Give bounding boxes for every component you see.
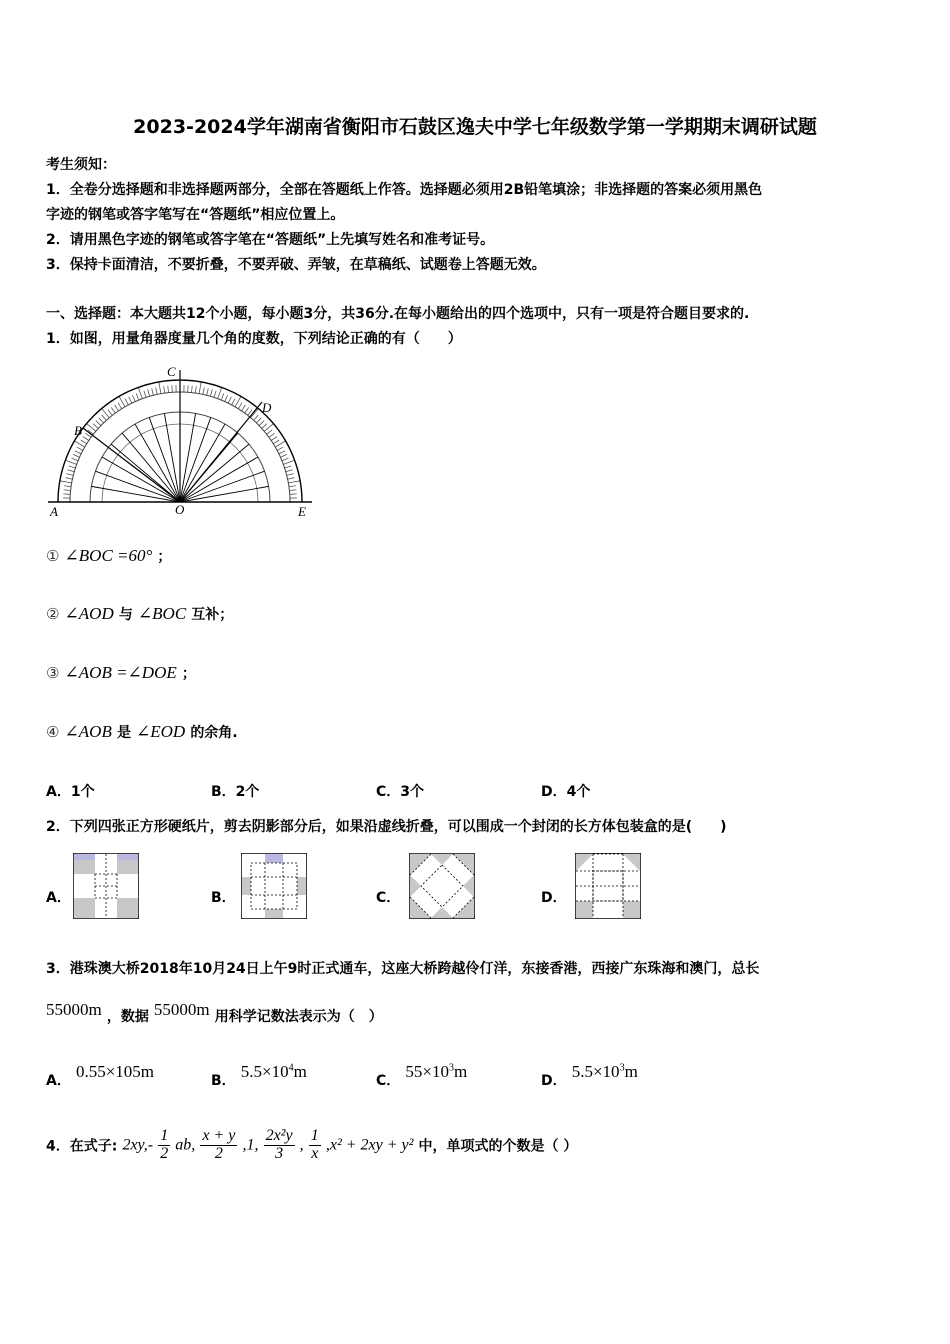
protractor-tick: [285, 466, 292, 468]
protractor-tick: [191, 386, 192, 393]
q3-option-c-unit: m: [453, 1062, 468, 1081]
statement-1-tail: ；: [157, 549, 172, 565]
protractor-tick: [221, 394, 224, 400]
q3-option-d-base: 5.5×10: [571, 1062, 620, 1081]
protractor-tick: [283, 460, 294, 464]
q2-option-c-net: [409, 853, 475, 919]
q3-mid: ，数据: [106, 1009, 149, 1025]
protractor-tick: [277, 447, 283, 450]
statement-2-tail: 互补；: [191, 607, 234, 623]
q4-fraction-4-num: 1: [310, 1127, 319, 1144]
protractor-tick: [254, 415, 259, 420]
protractor-tick: [72, 458, 78, 461]
protractor-tick: [118, 403, 122, 409]
statement-3-tail: ；: [181, 666, 196, 682]
q4-fraction-2-den: 2: [214, 1144, 223, 1162]
protractor-tick: [242, 405, 246, 411]
protractor-tick: [207, 388, 209, 395]
protractor-tick: [159, 382, 161, 394]
protractor-tick: [83, 437, 89, 441]
protractor-tick: [156, 388, 157, 395]
protractor-tick: [210, 390, 212, 397]
statement-4: [46, 722, 238, 742]
protractor-tick: [238, 403, 242, 409]
q4-term-4: ,: [299, 1136, 304, 1154]
q4-term-1: 2xy,-: [122, 1136, 154, 1154]
notice-item-1b: 字迹的钢笔或答字笔写在“答题纸”相应位置上。: [46, 207, 345, 223]
statement-1-mark: ①: [46, 547, 60, 565]
protractor-tick: [96, 421, 101, 426]
q4-fraction-1: [158, 1128, 170, 1163]
protractor-tick: [132, 395, 135, 401]
statement-2-mark: ②: [46, 605, 60, 623]
q3-option-a-label: A．: [46, 1073, 71, 1089]
protractor-tick: [282, 458, 288, 461]
q3-option-c-base: 55×10: [405, 1062, 449, 1081]
q3-value-1: 55000m: [46, 1000, 102, 1019]
q3-option-c-exp: 3: [448, 1062, 454, 1074]
statement-3-expr: ∠AOB =∠DOE: [64, 663, 177, 682]
q4-term-3: ,1,: [242, 1136, 259, 1154]
protractor-tick: [125, 399, 128, 405]
protractor-tick: [66, 474, 73, 476]
statement-2-expr-1: ∠AOD: [64, 604, 114, 623]
protractor-tick: [289, 486, 296, 487]
section-heading: 一、选择题：本大题共12个小题，每小题3分，共36分.在每小题给出的四个选项中，只有一项是符合题目要求的.: [46, 306, 750, 322]
q4-fraction-3: [264, 1128, 295, 1163]
q4-tail: 中，单项式的个数是（ ）: [418, 1138, 578, 1155]
q4-fraction-3-den: 3: [275, 1144, 284, 1162]
protractor-tick: [68, 470, 75, 472]
protractor-tick: [136, 394, 139, 400]
q3-option-a-value: 0.55×105m: [75, 1062, 154, 1081]
q2-option-d-net: [575, 853, 641, 919]
protractor-tick: [262, 424, 267, 429]
statement-2: [46, 604, 233, 624]
protractor-tick: [60, 481, 72, 483]
notice-item-2: 2．请用黑色字迹的钢笔或答字笔在“答题纸”上先填写姓名和准考证号。: [46, 232, 495, 248]
protractor-tick: [271, 437, 277, 441]
protractor-tick: [111, 407, 115, 413]
protractor-tick: [129, 397, 132, 403]
label-c: C: [167, 364, 176, 379]
protractor-tick: [225, 395, 228, 401]
statement-1-expr: ∠BOC =60°: [64, 546, 153, 565]
q3-option-b-exp: 4: [288, 1062, 294, 1074]
protractor-tick: [232, 399, 235, 405]
label-a: A: [50, 504, 58, 519]
q1-option-a: A．1个: [46, 784, 95, 800]
q4-term-2: ab,: [175, 1136, 196, 1154]
protractor-tick: [144, 391, 146, 398]
protractor-tick: [99, 418, 104, 423]
q4-fraction-3-num: 2x²y: [265, 1127, 293, 1144]
q4-fraction-1-den: 2: [160, 1144, 169, 1162]
q3-value-2: 55000m: [153, 1000, 210, 1019]
q1-option-d: D．4个: [541, 784, 591, 800]
q2-option-d-label: D．: [541, 890, 567, 906]
q3-option-d-exp: 3: [619, 1062, 625, 1074]
statement-4-tail: 的余角.: [190, 725, 238, 741]
statement-1: [46, 546, 171, 566]
protractor-tick: [164, 386, 165, 393]
q3-option-b: [211, 1062, 307, 1090]
q4-fraction-4: [309, 1128, 321, 1163]
q3-option-d: [541, 1062, 638, 1090]
protractor-tick: [64, 486, 71, 487]
q3-option-d-unit: m: [624, 1062, 638, 1081]
protractor-tick: [102, 415, 107, 420]
protractor-tick: [168, 386, 169, 393]
label-e: E: [298, 504, 306, 519]
statement-4-mid: 是: [116, 725, 131, 741]
statement-3: [46, 663, 196, 683]
protractor-tick: [245, 407, 249, 413]
protractor-tick: [287, 474, 294, 476]
protractor-tick: [66, 478, 73, 479]
q4-lead: 4．在式子:: [46, 1138, 118, 1155]
protractor-tick: [69, 466, 76, 468]
protractor-tick: [152, 388, 154, 395]
q2-option-b-net: [241, 853, 307, 919]
protractor-tick: [289, 490, 296, 491]
statement-2-mid: 与: [118, 607, 133, 623]
protractor-tick: [148, 390, 150, 397]
protractor-tick: [75, 451, 81, 454]
statement-3-mark: ③: [46, 664, 60, 682]
protractor-tick: [73, 454, 79, 457]
protractor-tick: [203, 388, 204, 395]
protractor-tick: [269, 433, 275, 437]
q4-fraction-2-num: x + y: [202, 1127, 236, 1144]
statement-4-mark: ④: [46, 723, 60, 741]
q3-option-b-label: B．: [211, 1073, 236, 1089]
q2-option-b-label: B．: [211, 890, 236, 906]
protractor-tick: [77, 447, 83, 450]
statement-4-expr-2: ∠EOD: [136, 722, 186, 741]
q4-term-5: ,x² + 2xy + y²: [325, 1136, 414, 1154]
protractor-tick: [273, 440, 279, 444]
protractor-tick: [267, 430, 273, 434]
protractor-tick: [256, 418, 261, 423]
q2-option-a-label: A．: [46, 890, 71, 906]
statement-4-expr-1: ∠AOB: [64, 722, 112, 741]
q3-option-c: [376, 1062, 468, 1090]
q3-option-d-label: D．: [541, 1073, 567, 1089]
protractor-tick: [280, 454, 286, 457]
protractor-tick: [199, 382, 201, 394]
protractor-tick: [138, 387, 142, 398]
q1-option-b: B．2个: [211, 784, 260, 800]
q3-option-b-base: 5.5×10: [240, 1062, 289, 1081]
notice-heading: 考生须知：: [46, 157, 116, 173]
q1-stem: 1．如图，用量角器度量几个角的度数，下列结论正确的有（ ）: [46, 331, 462, 347]
q3-tail: 用科学记数法表示为（ ）: [214, 1009, 383, 1025]
label-d: D: [262, 400, 272, 415]
protractor-tick: [286, 470, 293, 472]
protractor-tick: [288, 478, 295, 479]
protractor-tick: [64, 490, 71, 491]
notice-item-1a: 1．全卷分选择题和非选择题两部分，全部在答题纸上作答。选择题必须用2B铅笔填涂；非选择题的答案必须用黑色: [46, 182, 763, 198]
protractor-tick: [279, 451, 285, 454]
protractor-tick: [214, 391, 216, 398]
label-b: B: [74, 423, 82, 438]
protractor-tick: [65, 460, 76, 464]
notice-item-3: 3．保持卡面清洁，不要折叠，不要弄破、弄皱，在草稿纸、试题卷上答题无效。: [46, 257, 546, 273]
q2-option-c-label: C．: [376, 890, 401, 906]
protractor-tick: [195, 386, 196, 393]
q2-stem: 2．下列四张正方形硬纸片，剪去阴影部分后，如果沿虚线折叠，可以围成一个封闭的长方体包装盒的是( ): [46, 819, 727, 835]
q1-option-c: C．3个: [376, 784, 425, 800]
protractor-figure: [40, 362, 330, 522]
protractor-tick: [93, 424, 98, 429]
q4-line: [46, 1128, 577, 1163]
protractor-tick: [228, 397, 231, 403]
q2-option-a-net: [73, 853, 139, 919]
q3-option-c-label: C．: [376, 1073, 401, 1089]
q3-line-2: [46, 1000, 383, 1026]
q4-fraction-2: [200, 1128, 237, 1163]
q4-fraction-4-den: x: [311, 1144, 319, 1162]
protractor-tick: [81, 440, 87, 444]
protractor-tick: [218, 387, 222, 398]
statement-2-expr-2: ∠BOC: [137, 604, 187, 623]
page-title: 2023-2024学年湖南省衡阳市石鼓区逸夫中学七年级数学第一学期期末调研试题: [133, 116, 817, 138]
protractor-tick: [259, 421, 264, 426]
q3-option-a: [46, 1062, 154, 1090]
protractor-tick: [288, 481, 300, 483]
q3-option-b-unit: m: [293, 1062, 307, 1081]
protractor-tick: [115, 405, 119, 411]
label-o: O: [175, 502, 185, 517]
protractor-tick: [108, 410, 112, 416]
q3-stem: 3．港珠澳大桥2018年10月24日上午9时正式通车，这座大桥跨越伶仃洋，东接香港，西接广东珠海和澳门，总长: [46, 961, 760, 977]
q4-fraction-1-num: 1: [160, 1127, 169, 1144]
